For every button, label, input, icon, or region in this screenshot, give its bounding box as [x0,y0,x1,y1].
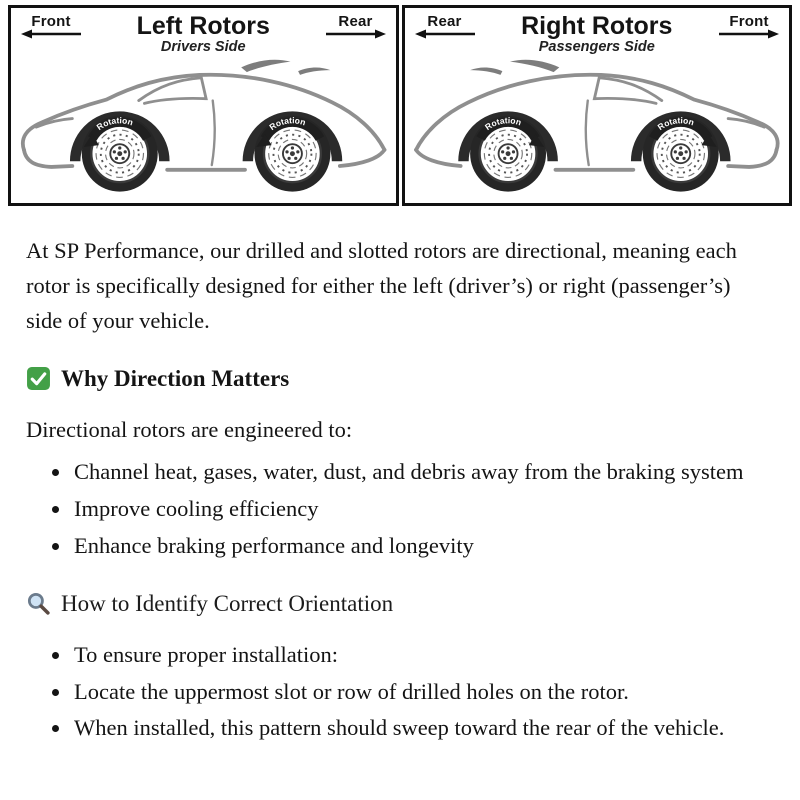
left-car-illustration [11,55,396,203]
panel-subtitle: Passengers Side [538,39,655,56]
front-label: Front [729,13,769,30]
intro-paragraph: At SP Performance, our drilled and slotted rotors are directional, meaning each rotor is specifically designed for either the left (driver’s) or right (passenger’s) side of your vehicle. [26,238,737,333]
right-car-illustration [405,55,790,203]
arrow-right-icon [326,29,386,39]
orientation-heading [26,586,750,622]
rear-label: Rear [338,13,373,30]
panel-subtitle: Drivers Side [160,39,246,56]
right-panel-header [405,8,790,55]
arrow-right-icon [719,29,779,39]
orientation-list [26,638,750,747]
list-item: • Locate the uppermost slot or row of drilled holes on the rotor. [72,675,750,710]
left-rotors-panel [8,5,399,206]
rotation-label: Rotation [267,115,308,133]
right-panel-titles [477,13,718,55]
list-item: • Channel heat, gases, water, dust, and debris away from the braking system [72,455,750,490]
panel-title: Right Rotors [521,12,673,40]
front-direction-label-left [19,13,83,39]
rear-direction-label-right [413,13,477,39]
left-panel-titles [83,13,324,55]
rotation-label: Rotation [94,115,135,133]
list-item: • To ensure proper installation: [72,638,750,673]
orientation-title: How to Identify Correct Orientation [61,591,394,617]
rear-label: Rear [427,13,462,30]
arrow-left-icon [21,29,81,39]
list-item: • Improve cooling efficiency [72,492,750,527]
why-direction-heading [26,361,750,397]
right-rotors-panel [402,5,793,206]
left-panel-header [11,8,396,55]
front-direction-label-right [717,13,781,39]
article-body [0,218,750,772]
rotation-label: Rotation [482,115,523,133]
list-item: • Enhance braking performance and longevity [72,529,750,564]
panel-title: Left Rotors [136,12,270,40]
magnifier-icon [26,591,51,616]
why-direction-title: Why Direction Matters [61,365,290,391]
why-direction-list [26,455,750,564]
engineered-lead: Directional rotors are engineered to: [26,416,353,442]
rotation-label: Rotation [655,115,695,133]
check-icon [26,366,51,391]
front-label: Front [31,13,71,30]
list-item: • When installed, this pattern should sweep toward the rear of the vehicle. [72,711,750,746]
rotor-direction-diagram [8,5,792,206]
rear-direction-label-left [324,13,388,39]
arrow-left-icon [415,29,475,39]
